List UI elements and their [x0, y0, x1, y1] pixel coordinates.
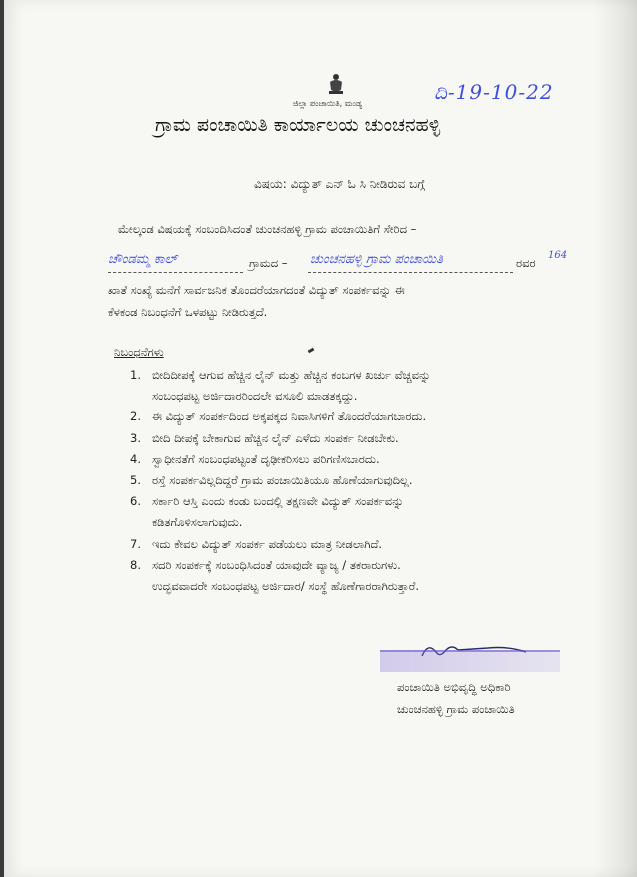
fill-in-underline — [108, 272, 243, 273]
signatory-designation: ಪಂಚಾಯಿತಿ ಅಭಿವೃದ್ಧಿ ಅಧಿಕಾರಿ — [397, 680, 511, 694]
signatory-office: ಚುಂಚನಹಳ್ಳಿ ಗ್ರಾಮ ಪಂಚಾಯಿತಿ — [397, 702, 515, 716]
office-subheading: ಜಿಲ್ಲಾ ಪಂಚಾಯಿತಿ, ಮಂಡ್ಯ — [293, 99, 363, 108]
grama-label: ಗ್ರಾಮದ – — [249, 256, 288, 270]
ravara-label: ರವರ — [516, 256, 536, 270]
body-paragraph-line: ಖಾತೆ ಸಂಖ್ಯೆ ಮನೆಗೆ ಸಾರ್ವಜನಿಕ ತೊಂದರೆಯಾಗದಂತೆ ವಿದ್ಯುತ್ ಸಂಪರ್ಕವನ್ನು ಈ — [108, 283, 405, 297]
office-stamp — [380, 650, 560, 672]
handwritten-applicant-name: ಚೌಂಡಮ್ಮ ಕಾಲ್ — [108, 252, 178, 267]
condition-item: 5. ರಸ್ತೆ ಸಂಪರ್ಕವಿಲ್ಲದಿದ್ದರೆ ಗ್ರಾಮ ಪಂಚಾಯಿತಿಯೂ ಹೊಣೆಯಾಗುವುದಿಲ್ಲ. — [130, 473, 413, 487]
condition-item: 3. ಬೀದಿ ದೀಪಕ್ಕೆ ಬೇಕಾಗುವ ಹೆಚ್ಚಿನ ಲೈನ್ ಎಳೆದು ಸಂಪರ್ಕ ನೀಡಬೇಕು. — [130, 431, 399, 445]
handwritten-date: ದಿ-19-10-22 — [434, 80, 554, 104]
handwritten-khata-number: 164 — [548, 250, 568, 261]
condition-item: 6. ಸರ್ಕಾರಿ ಆಸ್ತಿ ಎಂದು ಕಂಡು ಬಂದಲ್ಲಿ ತಕ್ಷಣವೇ ವಿದ್ಯುತ್ ಸಂಪರ್ಕವನ್ನು — [130, 494, 404, 508]
condition-item: 8. ಸದರಿ ಸಂಪರ್ಕಕ್ಕೆ ಸಂಬಂಧಿಸಿದಂತೆ ಯಾವುದೇ ವ್ಯಾಜ್ಯ / ತಕರಾರುಗಳು. — [130, 558, 401, 572]
fill-in-underline — [308, 272, 513, 273]
body-paragraph-line: ಕೆಳಕಂಡ ನಿಬಂಧನೆಗೆ ಒಳಪಟ್ಟು ನೀಡಿರುತ್ತದೆ. — [108, 305, 268, 319]
page-title: ಗ್ರಾಮ ಪಂಚಾಯಿತಿ ಕಾರ್ಯಾಲಯ ಚುಂಚನಹಳ್ಳಿ — [155, 114, 441, 136]
body-paragraph-line: ಮೇಲ್ಕಂಡ ವಿಷಯಕ್ಕೆ ಸಂಬಂದಿಸಿದಂತೆ ಚುಂಚನಹಳ್ಳಿ ಗ್ರಾಮ ಪಂಚಾಯಿತಿಗೆ ಸೇರಿದ – — [118, 222, 417, 236]
subject-line: ವಿಷಯ: ವಿದ್ಯುತ್ ಎನ್ ಓ ಸಿ ನೀಡಿರುವ ಬಗ್ಗೆ — [254, 177, 425, 191]
page-shadow — [593, 0, 637, 877]
condition-item: 1. ಬೀದಿದೀಪಕ್ಕೆ ಆಗುವ ಹೆಚ್ಚಿನ ಲೈನ್ ಮತ್ತು ಹೆಚ್ಚಿನ ಕಂಬಗಳ ಖರ್ಚು ವೆಚ್ಚವನ್ನು — [130, 368, 431, 382]
conditions-heading: ನಿಬಂಧನೆಗಳು — [114, 345, 164, 359]
condition-item: 2. ಈ ವಿದ್ಯುತ್ ಸಂಪರ್ಕದಿಂದ ಅಕ್ಕಪಕ್ಕದ ನಿವಾಸಿಗಳಿಗೆ ತೊಂದರೆಯಾಗಬಾರದು. — [130, 409, 427, 423]
applicant-details-line — [108, 252, 576, 276]
condition-item-continued: ಉದ್ಭವವಾದರೇ ಸಂಬಂಧಪಟ್ಟ ಅರ್ಜಿದಾರ/ ಸಂಸ್ಥೆ ಹೊಣೆಗಾರರಾಗಿರುತ್ತಾರೆ. — [152, 579, 419, 593]
condition-item: 4. ಸ್ವಾಧೀನತೆಗೆ ಸಂಬಂಧಪಟ್ಟಂತೆ ದೃಢೀಕರಿಸಲು ಪರಿಗಣಿಸಬಾರದು. — [130, 452, 380, 466]
handwritten-place: ಚುಂಚನಹಳ್ಳಿ ಗ್ರಾಮ ಪಂಚಾಯಿತಿ — [310, 252, 444, 267]
karnataka-emblem-icon — [325, 72, 347, 96]
condition-item-continued: ಸಂಬಂಧಪಟ್ಟ ಅರ್ಜಿದಾರರಿಂದಲೇ ವಸೂಲಿ ಮಾಡತಕ್ಕದ್ದು. — [152, 389, 358, 403]
condition-item: 7. ಇದು ಕೇವಲ ವಿದ್ಯುತ್ ಸಂಪರ್ಕ ಪಡೆಯಲು ಮಾತ್ರ ನೀಡಲಾಗಿದೆ. — [130, 537, 383, 551]
condition-item-continued: ಕಡಿತಗೊಳಿಸಲಾಗುವುದು. — [152, 515, 243, 529]
